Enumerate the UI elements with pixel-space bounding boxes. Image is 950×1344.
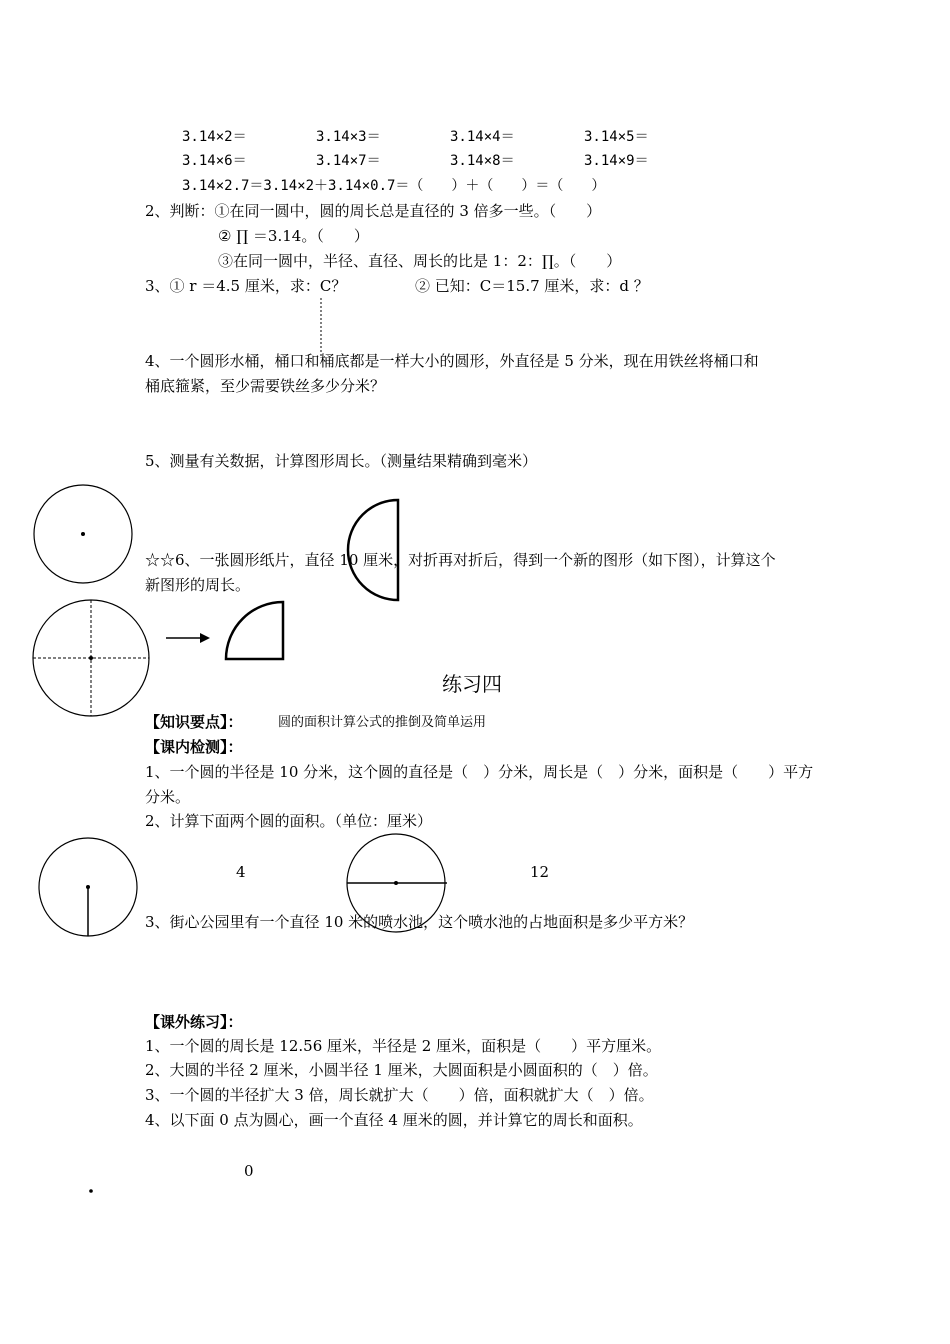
outclass-q2: 2、大圆的半径 2 厘米，小圆半径 1 厘米，大圆面积是小圆面积的（ ）倍。 [145, 1061, 658, 1079]
calc-row1-item4: 3.14×5＝ [584, 129, 649, 145]
calc-row2-item2: 3.14×7＝ [316, 153, 381, 169]
circle-diameter-label: 12 [530, 863, 550, 881]
quarter-circle-shape [226, 602, 283, 659]
folding-circle-center [89, 656, 93, 660]
outclass-q3: 3、一个圆的半径扩大 3 倍，周长就扩大（ ）倍，面积就扩大（ ）倍。 [145, 1086, 654, 1104]
q4-line2: 桶底箍紧，至少需要铁丝多少分米？ [145, 377, 386, 395]
center-point-o [89, 1189, 93, 1193]
calc-row1-item3: 3.14×4＝ [450, 129, 515, 145]
outclass-q4: 4、以下面 0 点为圆心，画一个直径 4 厘米的圆，并计算它的周长和面积。 [145, 1111, 643, 1129]
q5-question: 5、测量有关数据，计算图形周长。（测量结果精确到毫米） [145, 452, 538, 470]
calc-row1-item1: 3.14×2＝ [182, 129, 247, 145]
measure-circle-center [81, 532, 85, 536]
q3-part-a: 3、① r ＝4.5 厘米，求：C？ [145, 277, 347, 295]
arrow-head [200, 633, 210, 643]
calc-row1-item2: 3.14×3＝ [316, 129, 381, 145]
inclass-q2: 2、计算下面两个圆的面积。（单位：厘米） [145, 812, 433, 830]
area-circle-diameter-center [394, 881, 398, 885]
calc-row3: 3.14×2.7＝3.14×2＋3.14×0.7＝（ ）＋（ ）＝（ ） [182, 178, 606, 194]
q6-line1: ☆☆6、一张圆形纸片，直径 10 厘米，对折再对折后，得到一个新的图形（如下图），计算这个 [145, 551, 776, 569]
calc-row2-item3: 3.14×8＝ [450, 153, 515, 169]
circle-radius-label: 4 [236, 863, 246, 881]
knowledge-label: 【知识要点】： [145, 713, 243, 731]
inclass-label: 【课内检测】： [145, 738, 243, 756]
outclass-label: 【课外练习】： [145, 1013, 243, 1031]
q3-part-b: ② 已知：C＝15.7 厘米，求：d ？ [415, 277, 649, 295]
inclass-q1-line1: 1、一个圆的半径是 10 分米，这个圆的直径是（ ）分米，周长是（ ）分米，面积是（ ）平方 [145, 763, 814, 781]
q4-line1: 4、一个圆形水桶，桶口和桶底都是一样大小的圆形，外直径是 5 分米，现在用铁丝将桶口和 [145, 352, 759, 370]
q2-judgement: 2、判断：①在同一圆中，圆的周长总是直径的 3 倍多一些。（ ） [145, 202, 602, 220]
inclass-q3: 3、街心公园里有一个直径 10 米的喷水池，这个喷水池的占地面积是多少平方米？ [145, 913, 694, 931]
area-circle-radius-center [86, 885, 90, 889]
q6-line2: 新图形的周长。 [145, 576, 251, 594]
q2-judgement-b: ② ∏ ＝3.14。（ ） [218, 227, 369, 245]
exercise4-title: 练习四 [442, 672, 502, 696]
calc-row2-item1: 3.14×6＝ [182, 153, 247, 169]
center-point-label: 0 [244, 1162, 254, 1180]
inclass-q1-line2: 分米。 [145, 788, 191, 806]
knowledge-text: 圆的面积计算公式的推倒及简单运用 [278, 715, 487, 730]
q2-judgement-c: ③在同一圆中，半径、直径、周长的比是 1：2：∏。（ ） [218, 252, 622, 270]
calc-row2-item4: 3.14×9＝ [584, 153, 649, 169]
outclass-q1: 1、一个圆的周长是 12.56 厘米，半径是 2 厘米，面积是（ ）平方厘米。 [145, 1037, 662, 1055]
